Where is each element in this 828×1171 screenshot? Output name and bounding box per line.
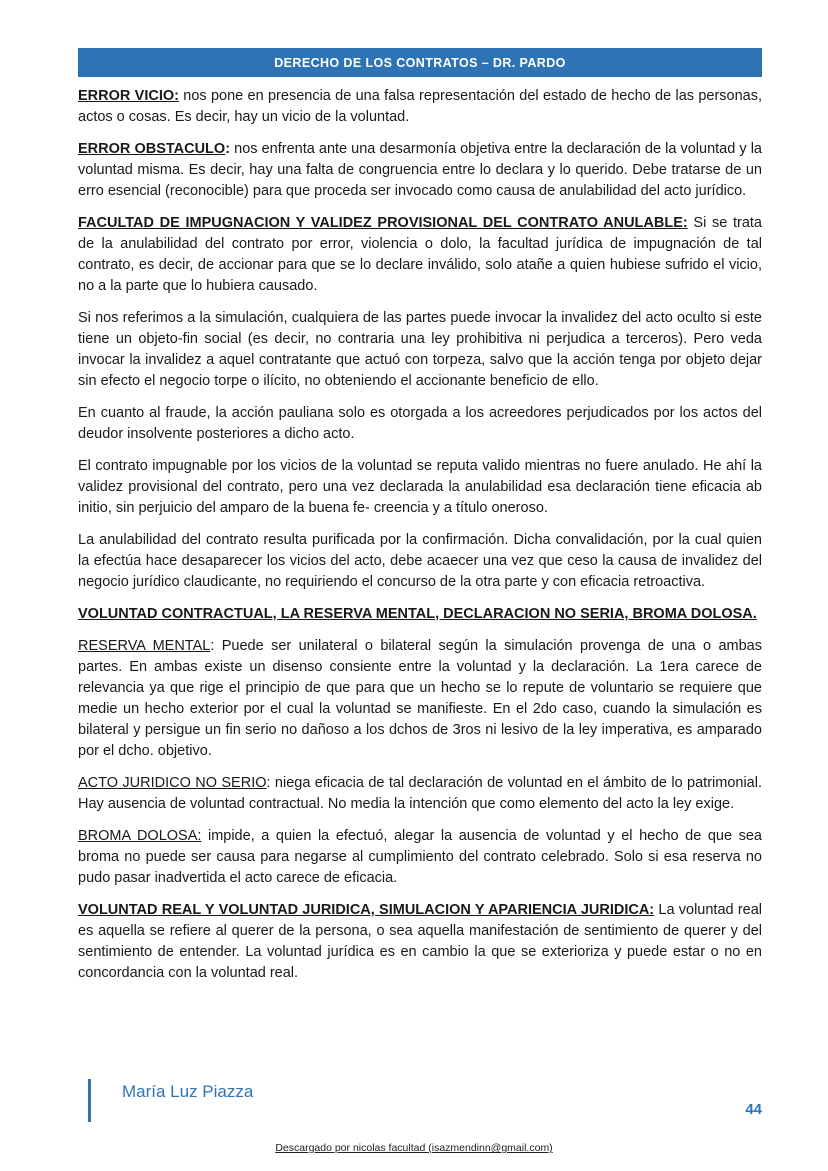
paragraph-heading: VOLUNTAD CONTRACTUAL, LA RESERVA MENTAL, DECLARACION NO SERIA, BROMA DOLOSA.: [78, 606, 757, 622]
paragraph-text: En cuanto al fraude, la acción pauliana solo es otorgada a los acreedores perjudicados por los actos del deudor insolvente posteriores a dicho acto.: [78, 405, 762, 442]
page-number: 44: [745, 1101, 762, 1118]
paragraph-text: Si se trata de la anulabilidad del contrato por error, violencia o dolo, la facultad jurídica de impugnación de tal contrato, es decir, de accionar para que se lo declare inválido, solo atañe a quien hubiese sufrido el vicio, no a la parte que lo hubiera causado.: [78, 215, 762, 294]
paragraph-text: nos enfrenta ante una desarmonía objetiva entre la declaración de la voluntad y la voluntad misma. Es decir, hay una falta de congruencia entre lo declara y lo querido. Debe tratarse de un erro esencial (reconocible) para que proceda ser invocado como causa de anulabilidad del acto jurídico.: [78, 141, 762, 199]
paragraph: [78, 826, 762, 889]
paragraph: [78, 139, 762, 202]
paragraph-text: La anulabilidad del contrato resulta purificada por la confirmación. Dicha convalidación, por la cual quien la efectúa hace desaparecer los vicios del acto, debe acaecer una vez que ceso la causa de invalidez del negocio jurídico claudicante, no requiriendo el concurso de la otra parte y con eficacia retroactiva.: [78, 532, 762, 590]
download-watermark-link[interactable]: Descargado por nicolas facultad (isazmendinn@gmail.com): [275, 1142, 553, 1154]
paragraph-heading-suffix: :: [225, 141, 231, 157]
paragraph-heading: ERROR VICIO:: [78, 88, 179, 104]
paragraph: [78, 403, 762, 445]
paragraph-heading: VOLUNTAD REAL Y VOLUNTAD JURIDICA, SIMULACION Y APARIENCIA JURIDICA:: [78, 902, 655, 918]
paragraph-text: impide, a quien la efectuó, alegar la ausencia de voluntad y el hecho de que sea broma no puede ser causa para negarse al cumplimiento del contrato celebrado. Solo si esa reserva no pudo pasar inadvertida el acto carece de eficacia.: [78, 828, 762, 886]
paragraph: [78, 773, 762, 815]
paragraph: [78, 636, 762, 762]
paragraph-text: El contrato impugnable por los vicios de la voluntad se reputa valido mientras no fuere anulado. He ahí la validez provisional del contrato, pero una vez declarada la anulabilidad esa declaración tiene eficacia ab initio, sin perjuicio del amparo de la buena fe- creencia y a título oneroso.: [78, 458, 762, 516]
paragraph-heading-suffix: :: [210, 638, 215, 654]
paragraph-text: niega eficacia de tal declaración de voluntad en el ámbito de lo patrimonial. Hay ausencia de voluntad contractual. No media la intención que como elemento del acto la ley exige.: [78, 775, 762, 812]
footer-author-name: María Luz Piazza: [122, 1082, 254, 1101]
paragraph-heading: RESERVA MENTAL: [78, 638, 211, 654]
paragraph-heading-suffix: :: [266, 775, 271, 791]
paragraph-heading: FACULTAD DE IMPUGNACION Y VALIDEZ PROVISIONAL DEL CONTRATO ANULABLE:: [78, 215, 688, 231]
paragraph-text: nos pone en presencia de una falsa representación del estado de hecho de las personas, actos o cosas. Es decir, hay un vicio de la voluntad.: [78, 88, 762, 125]
paragraph: [78, 213, 762, 297]
paragraph: [78, 308, 762, 392]
paragraph-heading: ACTO JURIDICO NO SERIO: [78, 775, 267, 791]
paragraph: [78, 530, 762, 593]
page-header-title: DERECHO DE LOS CONTRATOS – DR. PARDO: [274, 55, 566, 70]
footer-accent-rule: [88, 1079, 91, 1122]
paragraph-heading: BROMA DOLOSA:: [78, 828, 202, 844]
paragraph-heading: ERROR OBSTACULO: [78, 141, 226, 157]
paragraph: [78, 86, 762, 128]
paragraph: [78, 456, 762, 519]
paragraph: [78, 604, 762, 625]
document-body: [78, 86, 762, 995]
page-header-bar: [78, 48, 762, 77]
paragraph-text: Puede ser unilateral o bilateral según la simulación provenga de una o ambas partes. En ambas existe un disenso consiente entre la voluntad y la declaración. La 1era carece de relevancia ya que rige el principio de que para que un hecho se lo repute de voluntario se requiere que medie un hecho exterior por el cual la voluntad se manifieste. En el 2do caso, cuando la simulación es bilateral y persigue un fin serio no dañoso a los dchos de 3ros ni lesivo de la ley imperativa, es amparado por el dcho. objetivo.: [78, 638, 762, 759]
paragraph-text: Si nos referimos a la simulación, cualquiera de las partes puede invocar la invalidez del acto oculto si este tiene un objeto-fin social (es decir, no contraria una ley prohibitiva ni perjudica a terceros). Pero veda invocar la invalidez a aquel contratante que actuó con torpeza, salvo que la acción tenga por objeto dejar sin efecto el negocio torpe o ilícito, no obteniendo el accionante beneficio de ello.: [78, 310, 762, 389]
download-watermark: [0, 1142, 828, 1154]
paragraph-text: La voluntad real es aquella se refiere al querer de la persona, o sea aquella manifestación de sentimiento de querer y del sentimiento de entender. La voluntad jurídica es en cambio la que se exterioriza y puede estar o no en concordancia con la voluntad real.: [78, 902, 763, 981]
paragraph: [78, 900, 762, 984]
